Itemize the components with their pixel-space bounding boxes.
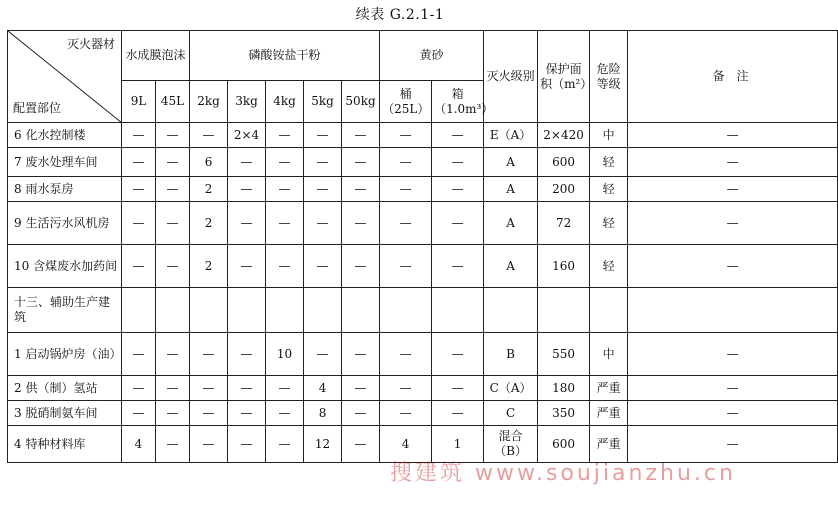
table-cell: — — [380, 202, 432, 245]
table-cell: 2 — [190, 245, 228, 288]
table-cell: — — [122, 177, 156, 202]
header-sand-group: 黄砂 — [380, 31, 484, 81]
table-cell: — — [190, 123, 228, 148]
table-cell: — — [304, 123, 342, 148]
table-cell: — — [156, 376, 190, 401]
table-row — [8, 245, 838, 288]
table-cell: — — [122, 148, 156, 177]
table-cell: — — [228, 148, 266, 177]
table-cell: — — [342, 376, 380, 401]
table-cell: — — [190, 426, 228, 463]
table-cell: — — [122, 333, 156, 376]
table-cell: — — [628, 426, 838, 463]
table-cell: — — [628, 245, 838, 288]
table-cell — [628, 288, 838, 333]
table-cell: — — [304, 177, 342, 202]
table-cell: — — [228, 376, 266, 401]
table-cell — [228, 288, 266, 333]
table-cell: — — [380, 177, 432, 202]
table-cell: A — [484, 245, 538, 288]
table-cell: 12 — [304, 426, 342, 463]
table-cell: — — [156, 148, 190, 177]
table-cell: — — [342, 148, 380, 177]
table-cell: — — [122, 123, 156, 148]
table-cell: — — [342, 401, 380, 426]
header-diagonal-cell — [8, 31, 122, 123]
header-sub-50kg: 50kg — [342, 81, 380, 123]
table-row — [8, 426, 838, 463]
table-cell: 600 — [538, 148, 590, 177]
table-cell: — — [266, 245, 304, 288]
table-row — [8, 202, 838, 245]
table-cell: 2 — [190, 202, 228, 245]
table-cell: — — [190, 376, 228, 401]
table-cell: — — [342, 333, 380, 376]
table-cell: 200 — [538, 177, 590, 202]
table-cell: — — [432, 376, 484, 401]
table-cell: — — [228, 333, 266, 376]
table-cell: — — [156, 202, 190, 245]
table-cell: 2×420 — [538, 123, 590, 148]
table-cell: — — [432, 177, 484, 202]
row-location-name: 8 雨水泵房 — [8, 177, 122, 202]
header-sub-bucket: 桶（25L） — [380, 81, 432, 123]
table-title: 续表 G.2.1-1 — [355, 7, 445, 23]
fire-extinguisher-table — [7, 30, 838, 463]
table-cell — [266, 288, 304, 333]
table-cell: — — [266, 123, 304, 148]
table-cell: C（A） — [484, 376, 538, 401]
row-location-name: 10 含煤废水加药间 — [8, 245, 122, 288]
table-cell — [590, 288, 628, 333]
table-cell: — — [228, 177, 266, 202]
table-cell: A — [484, 148, 538, 177]
row-location-name: 2 供（制）氢站 — [8, 376, 122, 401]
table-cell: — — [156, 333, 190, 376]
header-remarks: 备 注 — [628, 31, 838, 123]
table-cell: 轻 — [590, 202, 628, 245]
table-cell: B — [484, 333, 538, 376]
header-sub-45l: 45L — [156, 81, 190, 123]
table-cell: 中 — [590, 123, 628, 148]
table-cell — [538, 288, 590, 333]
table-row — [8, 288, 838, 333]
row-location-name: 7 废水处理车间 — [8, 148, 122, 177]
watermark: 搜建筑 www.soujianzhu.cn — [390, 461, 736, 486]
table-cell: — — [266, 376, 304, 401]
table-cell: 4 — [380, 426, 432, 463]
table-cell — [190, 288, 228, 333]
table-cell: 2×4 — [228, 123, 266, 148]
table-cell: 轻 — [590, 177, 628, 202]
row-location-name: 3 脱硝制氨车间 — [8, 401, 122, 426]
table-cell: — — [628, 333, 838, 376]
table-cell: — — [628, 376, 838, 401]
table-cell — [304, 288, 342, 333]
table-cell: 72 — [538, 202, 590, 245]
table-cell: — — [342, 123, 380, 148]
table-cell: — — [342, 202, 380, 245]
header-sub-9l: 9L — [122, 81, 156, 123]
table-cell: 600 — [538, 426, 590, 463]
table-cell: 180 — [538, 376, 590, 401]
table-cell: — — [628, 401, 838, 426]
table-body — [8, 123, 838, 463]
table-cell: — — [432, 333, 484, 376]
table-cell: — — [342, 426, 380, 463]
table-cell: — — [628, 202, 838, 245]
row-location-name: 9 生活污水风机房 — [8, 202, 122, 245]
header-sub-2kg: 2kg — [190, 81, 228, 123]
table-cell: 混合（B） — [484, 426, 538, 463]
table-cell: — — [380, 333, 432, 376]
header-equipment: 灭火器材 — [66, 37, 115, 51]
table-cell: — — [122, 245, 156, 288]
row-location-name: 4 特种材料库 — [8, 426, 122, 463]
table-cell — [380, 288, 432, 333]
table-cell: 6 — [190, 148, 228, 177]
table-cell — [122, 288, 156, 333]
table-cell: — — [628, 148, 838, 177]
header-location: 配置部位 — [13, 101, 62, 115]
table-cell: — — [432, 202, 484, 245]
table-cell: — — [190, 401, 228, 426]
table-cell: — — [432, 401, 484, 426]
table-cell: A — [484, 177, 538, 202]
table-row — [8, 177, 838, 202]
row-location-name: 6 化水控制楼 — [8, 123, 122, 148]
table-cell: 160 — [538, 245, 590, 288]
table-cell — [484, 288, 538, 333]
header-foam-group: 水成膜泡沫 — [122, 31, 190, 81]
table-cell: — — [156, 245, 190, 288]
table-cell: — — [228, 245, 266, 288]
table-cell: — — [380, 245, 432, 288]
table-row — [8, 148, 838, 177]
table-cell: E（A） — [484, 123, 538, 148]
table-cell: 4 — [122, 426, 156, 463]
header-powder-group: 磷酸铵盐干粉 — [190, 31, 380, 81]
row-location-name: 1 启动锅炉房（油） — [8, 333, 122, 376]
table-cell: — — [628, 177, 838, 202]
table-row — [8, 401, 838, 426]
table-cell: — — [432, 245, 484, 288]
row-location-name: 十三、辅助生产建筑 — [8, 288, 122, 333]
table-cell: — — [266, 148, 304, 177]
table-cell: C — [484, 401, 538, 426]
header-sub-4kg: 4kg — [266, 81, 304, 123]
header-row-1 — [8, 31, 838, 81]
header-hazard-level: 危险等级 — [590, 31, 628, 123]
table-cell: — — [266, 426, 304, 463]
table-cell — [432, 288, 484, 333]
table-cell: — — [342, 245, 380, 288]
table-cell: — — [228, 202, 266, 245]
table-cell: — — [380, 123, 432, 148]
table-cell: — — [380, 401, 432, 426]
table-row — [8, 376, 838, 401]
table-cell: — — [304, 245, 342, 288]
table-cell: 4 — [304, 376, 342, 401]
table-cell: 8 — [304, 401, 342, 426]
header-fire-class: 灭火级别 — [484, 31, 538, 123]
table-cell: 350 — [538, 401, 590, 426]
table-cell: — — [156, 123, 190, 148]
table-cell: 10 — [266, 333, 304, 376]
table-cell: — — [156, 401, 190, 426]
table-cell: — — [304, 202, 342, 245]
table-cell: — — [304, 333, 342, 376]
table-cell: 2 — [190, 177, 228, 202]
table-cell: A — [484, 202, 538, 245]
table-cell: — — [190, 333, 228, 376]
table-cell: — — [628, 123, 838, 148]
table-cell: — — [380, 376, 432, 401]
table-cell: — — [228, 401, 266, 426]
table-cell: 严重 — [590, 376, 628, 401]
table-cell: — — [122, 401, 156, 426]
table-cell: — — [432, 148, 484, 177]
table-cell: — — [266, 401, 304, 426]
table-row — [8, 333, 838, 376]
table-cell: 严重 — [590, 401, 628, 426]
table-cell: — — [432, 123, 484, 148]
table-cell: — — [156, 426, 190, 463]
table-cell: — — [156, 177, 190, 202]
table-cell: — — [122, 376, 156, 401]
table-cell: 严重 — [590, 426, 628, 463]
table-cell: — — [266, 202, 304, 245]
table-cell: — — [304, 148, 342, 177]
table-cell: — — [342, 177, 380, 202]
header-sub-3kg: 3kg — [228, 81, 266, 123]
header-sub-box: 箱（1.0m³） — [432, 81, 484, 123]
table-cell — [342, 288, 380, 333]
header-protected-area: 保护面积（m²） — [538, 31, 590, 123]
table-cell — [156, 288, 190, 333]
table-cell: 轻 — [590, 245, 628, 288]
table-cell: 中 — [590, 333, 628, 376]
table-cell: — — [380, 148, 432, 177]
table-row — [8, 123, 838, 148]
table-cell: 轻 — [590, 148, 628, 177]
table-cell: — — [228, 426, 266, 463]
table-cell: — — [122, 202, 156, 245]
table-cell: 550 — [538, 333, 590, 376]
table-cell: — — [266, 177, 304, 202]
table-cell: 1 — [432, 426, 484, 463]
header-sub-5kg: 5kg — [304, 81, 342, 123]
